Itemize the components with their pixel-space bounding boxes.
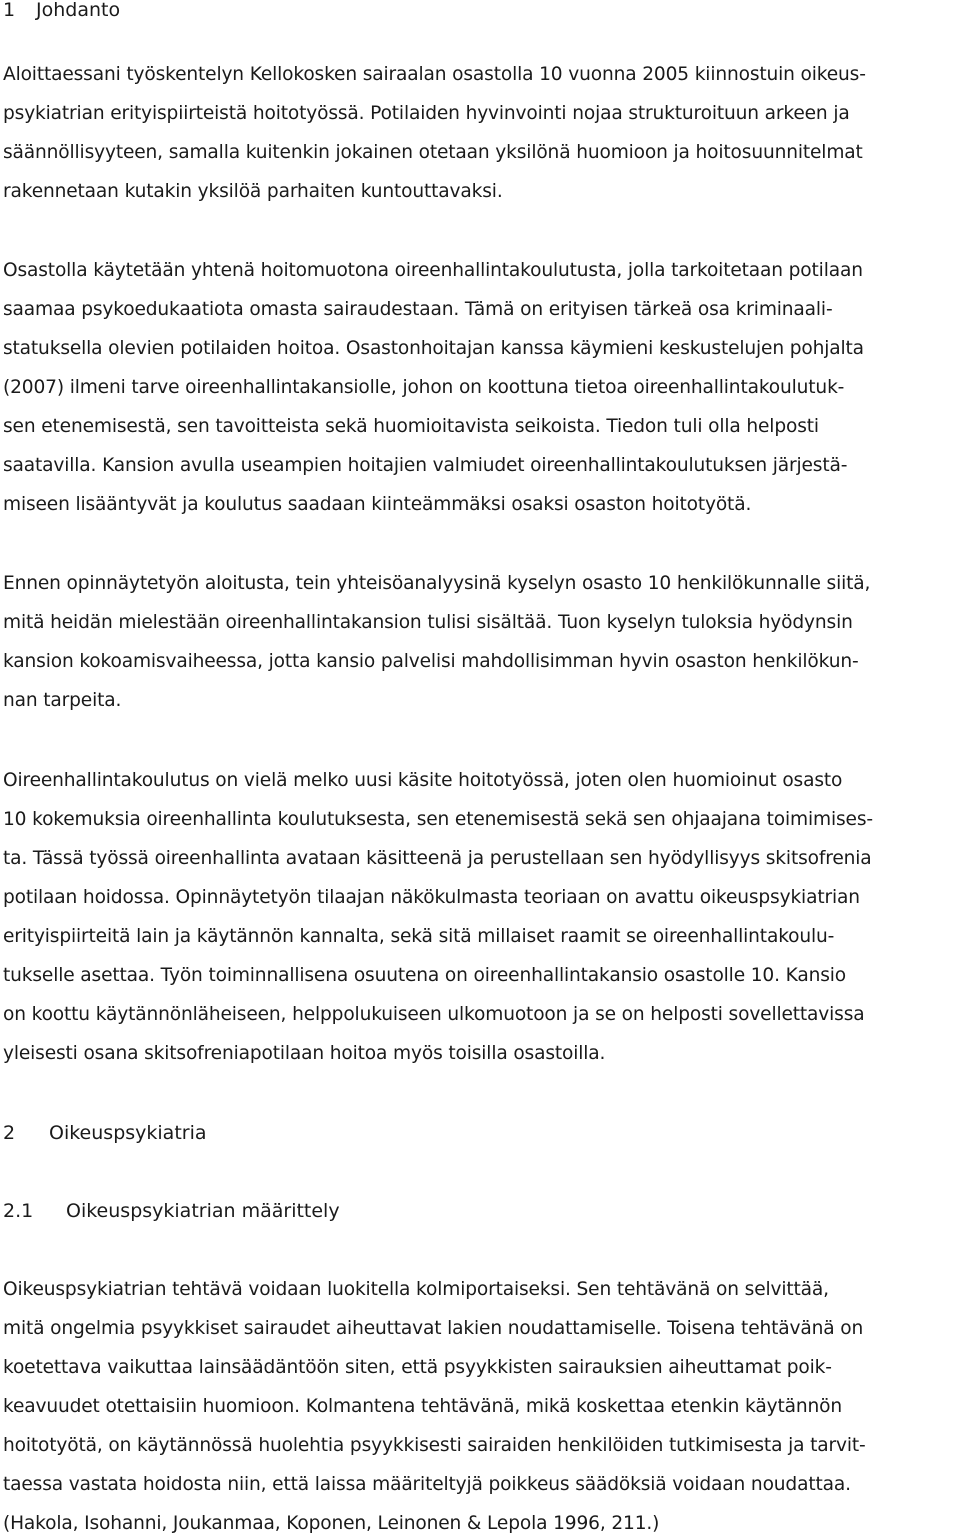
heading-title: Oikeuspsykiatrian määrittely	[66, 1200, 340, 1222]
heading-number: 1	[3, 0, 16, 21]
text-line: Ennen opinnäytetyön aloitusta, tein yhteisöanalyysinä kyselyn osasto 10 henkilökunnalle siitä,	[3, 573, 871, 594]
heading-3	[3, 1199, 340, 1223]
text-line: statuksella olevien potilaiden hoitoa. Osastonhoitajan kanssa käymieni keskustelujen pohjalta	[3, 338, 864, 359]
text-line: Oireenhallintakoulutus on vielä melko uusi käsite hoitotyössä, joten olen huomioinut osasto	[3, 770, 843, 791]
heading-title: Johdanto	[36, 0, 121, 21]
heading-number: 2	[3, 1122, 16, 1144]
text-line: potilaan hoidossa. Opinnäytetyön tilaajan näkökulmasta teoriaan on avattu oikeuspsykiatrian	[3, 887, 860, 908]
text-line: rakennetaan kutakin yksilöä parhaiten kuntouttavaksi.	[3, 181, 503, 202]
text-line: yleisesti osana skitsofreniapotilaan hoitoa myös toisilla osastoilla.	[3, 1043, 606, 1064]
text-line: (Hakola, Isohanni, Joukanmaa, Koponen, Leinonen & Lepola 1996, 211.)	[3, 1513, 660, 1534]
text-line: psykiatrian erityispiirteistä hoitotyössä. Potilaiden hyvinvointi nojaa strukturoituun arkeen ja	[3, 103, 850, 124]
heading-number: 2.1	[3, 1200, 34, 1222]
text-line: Oikeuspsykiatrian tehtävä voidaan luokitella kolmiportaiseksi. Sen tehtävänä on selvittää,	[3, 1279, 829, 1300]
heading-1	[3, 0, 120, 22]
text-line: keavuudet otettaisiin huomioon. Kolmantena tehtävänä, mikä koskettaa etenkin käytännön	[3, 1396, 842, 1417]
text-line: saamaa psykoedukaatiota omasta sairaudestaan. Tämä on erityisen tärkeä osa kriminaali-	[3, 299, 833, 320]
text-line: säännöllisyyteen, samalla kuitenkin jokainen otetaan yksilönä huomioon ja hoitosuunnitelmat	[3, 142, 863, 163]
text-line: on koottu käytännönläheiseen, helppolukuiseen ulkomuotoon ja se on helposti sovellettavissa	[3, 1004, 865, 1025]
text-line: erityispiirteitä lain ja käytännön kannalta, sekä sitä millaiset raamit se oireenhallintakoulu-	[3, 926, 835, 947]
text-line: Aloittaessani työskentelyn Kellokosken sairaalan osastolla 10 vuonna 2005 kiinnostuin oikeus-	[3, 64, 866, 85]
text-line: Osastolla käytetään yhtenä hoitomuotona oireenhallintakoulutusta, jolla tarkoitetaan potilaan	[3, 260, 863, 281]
text-line: (2007) ilmeni tarve oireenhallintakansiolle, johon on koottuna tietoa oireenhallintakoulutuk-	[3, 377, 845, 398]
text-line: ta. Tässä työssä oireenhallinta avataan käsitteenä ja perustellaan sen hyödyllisyys skitsofrenia	[3, 848, 872, 869]
text-line: saatavilla. Kansion avulla useampien hoitajien valmiudet oireenhallintakoulutuksen järjestä-	[3, 455, 848, 476]
text-line: mitä heidän mielestään oireenhallintakansion tulisi sisältää. Tuon kyselyn tuloksia hyödynsin	[3, 612, 853, 633]
heading-title: Oikeuspsykiatria	[49, 1122, 207, 1144]
text-line: mitä ongelmia psyykkiset sairaudet aiheuttavat lakien noudattamiselle. Toisena tehtävänä on	[3, 1318, 864, 1339]
text-line: sen etenemisestä, sen tavoitteista sekä huomioitavista seikoista. Tiedon tuli olla helposti	[3, 416, 819, 437]
heading-2	[3, 1121, 207, 1145]
text-line: miseen lisääntyvät ja koulutus saadaan kiinteämmäksi osaksi osaston hoitotyötä.	[3, 494, 752, 515]
text-line: hoitotyötä, on käytännössä huolehtia psyykkisesti sairaiden henkilöiden tutkimisesta ja tarvit-	[3, 1435, 866, 1456]
text-line: tukselle asettaa. Työn toiminnallisena osuutena on oireenhallintakansio osastolle 10. Kansio	[3, 965, 847, 986]
text-line: 10 kokemuksia oireenhallinta koulutuksesta, sen etenemisestä sekä sen ohjaajana toimimises-	[3, 809, 873, 830]
text-line: nan tarpeita.	[3, 690, 122, 711]
text-line: kansion kokoamisvaiheessa, jotta kansio palvelisi mahdollisimman hyvin osaston henkilökun-	[3, 651, 859, 672]
text-line: taessa vastata hoidosta niin, että laissa määriteltyjä poikkeus säädöksiä voidaan noudattaa.	[3, 1474, 851, 1495]
text-line: koetettava vaikuttaa lainsäädäntöön siten, että psyykkisten sairauksien aiheuttamat poik-	[3, 1357, 832, 1378]
